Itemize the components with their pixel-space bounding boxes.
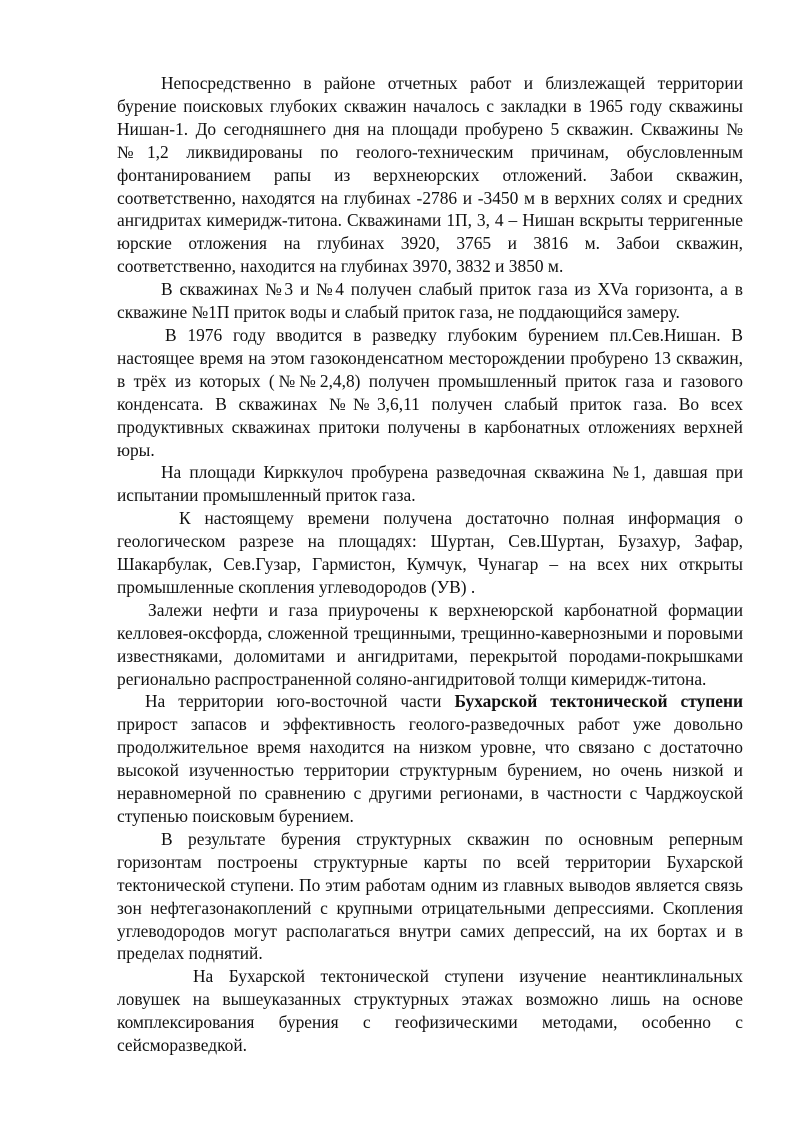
paragraph-3: В 1976 году вводится в разведку глубоким бурением пл.Сев.Нишан. В настоящее время на этом газоконденсатном месторождении пробурено 13 скважин, в трёх из которых (№№2,4,8) получен промышленный приток газа и газового конденсата. В скважинах №№3,6,11 получен слабый приток газа. Во всех продуктивных скважинах притоки получены в карбонатных отложениях верхней юры. [117,324,743,460]
paragraph-9: На Бухарской тектонической ступени изучение неантиклинальных ловушек на вышеуказанных структурных этажах возможно лишь на основе комплексирования бурения с геофизическими методами, особенно с сейсморазведкой. [117,966,743,1056]
paragraph-5: К настоящему времени получена достаточно полная информация о геологическом разрезе на площадях: Шуртан, Сев.Шуртан, Бузахур, Зафар, Шакарбулак, Сев.Гузар, Гармистон, Кумчук, Чунагар – на всех них открыты промышленные скопления углеводородов (УВ) . [117,508,743,597]
paragraph-2: В скважинах №3 и №4 получен слабый приток газа из XVa горизонта, а в скважине №1П приток воды и слабый приток газа, не поддающийся замеру. [117,279,743,323]
paragraph-7 [117,690,743,827]
paragraph-8: В результате бурения структурных скважин по основным реперным горизонтам построены структурные карты по всей территории Бухарской тектонической ступени. По этим работам одним из главных выводов является связь зон нефтегазонакоплений с крупными отрицательными депрессиями. Скопления углеводородов могут располагаться внутри самих депрессий, на их бортах и в пределах поднятий. [117,828,743,964]
paragraph-7-lead: На территории юго-восточной части [145,691,455,712]
document-page [117,72,743,1057]
paragraph-7-rest: прирост запасов и эффективность геолого-разведочных работ уже довольно продолжительное время находится на низком уровне, что связано с достаточно высокой изученностью территории структурным бурением, но очень низкой и неравномерной по сравнению с другими регионами, в частности с Чарджоуской ступенью поисковым бурением. [117,714,743,826]
paragraph-4: На площади Кирккулоч пробурена разведочная скважина №1, давшая при испытании промышленный приток газа. [117,462,743,506]
paragraph-1: Непосредственно в районе отчетных работ и близлежащей территории бурение поисковых глубоких скважин началось с закладки в 1965 году скважины Нишан-1. До сегодняшнего дня на площади пробурено 5 скважин. Скважины №№1,2 ликвидированы по геолого-техническим причинам, обусловленным фонтанированием рапы из верхнеюрских отложений. Забои скважин, соответственно, находятся на глубинах -2786 и -3450 м в верхних солях и средних ангидритах кимеридж-титона. Скважинами 1П, 3, 4 – Нишан вскрыты терригенные юрские отложения на глубинах 3920, 3765 и 3816 м. Забои скважин, соответственно, находится на глубинах 3970, 3832 и 3850 м. [117,73,743,277]
paragraph-6: Залежи нефти и газа приурочены к верхнеюрской карбонатной формации келловея-оксфорда, сложенной трещинными, трещинно-кавернозными и поровыми известняками, доломитами и ангидритами, перекрытой породами-покрышками регионально распространенной соляно-ангидритовой толщи кимеридж-титона. [117,599,743,689]
bold-term: Бухарской тектонической ступени [454,691,743,712]
